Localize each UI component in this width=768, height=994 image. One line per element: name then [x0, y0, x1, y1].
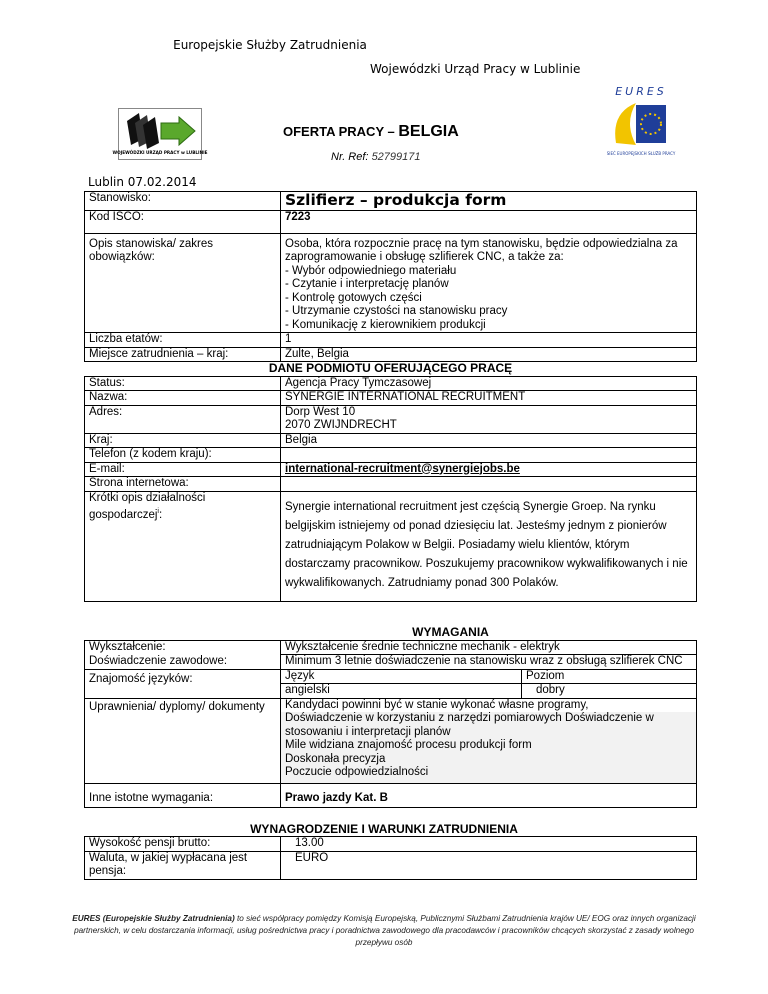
duties-value: [281, 233, 697, 333]
gross-row: [85, 837, 697, 852]
phone-value: [281, 448, 697, 463]
wup-logo-text: WOJEWÓDZKI URZĄD PRACY w LUBLINIE: [112, 150, 208, 155]
phone-row: [85, 448, 697, 463]
offer-title: [283, 123, 459, 141]
reference: [331, 151, 421, 163]
reference-number: 52799171: [371, 151, 421, 163]
duties-line: - Czytanie i interpretację planów: [285, 278, 449, 290]
experience-row: [85, 655, 697, 670]
wup-logo: [112, 108, 208, 160]
gross-value: 13.00: [281, 837, 697, 852]
website-row: [85, 477, 697, 492]
duties-line: - Utrzymanie czystości na stanowisku pracy: [285, 305, 508, 317]
experience-value: Minimum 3 letnie doświadczenie na stanowisku wraz z obsługą szlifierek CNC: [281, 655, 697, 670]
duties-line: Osoba, która rozpocznie pracę na tym stanowisku, będzie odpowiedzialna za zaprogramowanie i obsługę szlifierek CNC, a także za:: [285, 237, 678, 263]
eures-tagline: SIEĆ EUROPEJSKICH SŁUŻB PRACY: [606, 151, 676, 156]
header-org: Europejskie Służby Zatrudnienia: [173, 38, 367, 52]
cert-line: Doświadczenie w korzystaniu z narzędzi pomiarowych Doświadczenie w stosowaniu i interpretacji planów: [281, 712, 696, 739]
country-label: Kraj:: [85, 433, 281, 448]
employer-section-row: [85, 362, 697, 377]
duties-row: [85, 233, 697, 333]
country-value: Belgia: [281, 433, 697, 448]
offer-country: BELGIA: [398, 123, 459, 140]
employer-section-title: DANE PODMIOTU OFERUJĄCEGO PRACĘ: [85, 362, 697, 377]
address-line: Dorp West 10: [285, 405, 356, 418]
offer-title-prefix: OFERTA PRACY –: [283, 124, 395, 139]
isco-value: 7223: [281, 210, 697, 233]
status-row: [85, 376, 697, 391]
cert-line: Poczucie odpowiedzialności: [281, 766, 696, 783]
phone-label: Telefon (z kodem kraju):: [85, 448, 281, 463]
cert-line: Doskonała precyzja: [281, 753, 696, 767]
address-value: [281, 405, 697, 433]
other-label: Inne istotne wymagania:: [85, 783, 281, 808]
cert-line: Mile widziana znajomość procesu produkcji form: [281, 739, 696, 753]
duties-line: - Kontrolę gotowych części: [285, 291, 422, 304]
duties-line: - Wybór odpowiedniego materiału: [285, 264, 457, 277]
requirements-section-title: WYMAGANIA: [281, 626, 697, 640]
languages-value: [281, 669, 697, 698]
duties-label: Opis stanowiska/ zakres obowiązków:: [85, 233, 281, 333]
certs-value: [281, 698, 697, 783]
position-label: Stanowisko:: [85, 192, 281, 211]
reference-label: Nr. Ref:: [331, 151, 369, 163]
cert-line: Kandydaci powinni być w stanie wykonać własne programy,: [285, 698, 589, 711]
languages-header-row: [281, 670, 696, 684]
lang-header-language: Język: [281, 670, 522, 684]
language-row: [281, 684, 696, 698]
languages-table: [281, 670, 696, 698]
eures-logo-icon: [606, 83, 676, 163]
location-value: Zulte, Belgia: [281, 347, 697, 362]
email-link[interactable]: international-recruitment@synergiejobs.be: [281, 462, 697, 477]
other-row: [85, 783, 697, 808]
education-value: Wykształcenie średnie techniczne mechanik - elektryk: [281, 640, 697, 655]
name-row: [85, 391, 697, 406]
location-label: Miejsce zatrudnienia – kraj:: [85, 347, 281, 362]
eures-logo-text: EURES: [615, 85, 667, 98]
wup-logo-icon: [112, 109, 208, 159]
languages-label: Znajomość języków:: [85, 669, 281, 698]
education-row: [85, 640, 697, 655]
position-value: Szlifierz – produkcja form: [281, 192, 697, 211]
footer-note: [60, 913, 708, 949]
isco-row: [85, 210, 697, 233]
eures-logo: [606, 83, 676, 163]
positions-label: Liczba etatów:: [85, 333, 281, 348]
requirements-table: [84, 626, 697, 808]
header-office: Wojewódzki Urząd Pracy w Lublinie: [370, 62, 581, 76]
language-level: dobry: [522, 684, 697, 698]
salary-section-title: WYNAGRODZENIE I WARUNKI ZATRUDNIENIA: [250, 822, 518, 836]
certs-label: Uprawnienia/ dyplomy/ dokumenty: [85, 698, 281, 783]
positions-row: [85, 333, 697, 348]
address-label: Adres:: [85, 405, 281, 433]
business-desc-value: Synergie international recruitment jest częścią Synergie Groep. Na rynku belgijskim istniejemy od ponad dziesięciu lat. Jesteśmy jednym z pionierów zatrudniającym Polakow w Belgii. Posiadamy wielu klientów, którym dostarczamy pracownikow. Poszukujemy pracownikow wykwalifikowanych i nie wykwalifikowanych. Zatrudniamy ponad 300 Polaków.: [281, 491, 697, 601]
salary-table: [84, 836, 697, 880]
name-label: Nazwa:: [85, 391, 281, 406]
business-desc-label: Krótki opis działalności gospodarczej$^i$:: [85, 491, 281, 601]
certs-row: [85, 698, 697, 783]
lang-header-level: Poziom: [522, 670, 697, 684]
job-details-table: [84, 191, 697, 602]
isco-label: Kod ISCO:: [85, 210, 281, 233]
positions-value: 1: [281, 333, 697, 348]
duties-line: - Komunikację z kierownikiem produkcji: [285, 318, 486, 331]
business-desc-label-text: Krótki opis działalności gospodarczej: [89, 491, 206, 521]
name-value: SYNERGIE INTERNATIONAL RECRUITMENT: [281, 391, 697, 406]
currency-value: EURO: [281, 851, 697, 879]
language-name: angielski: [281, 684, 522, 698]
footer-bold: EURES (Europejskie Służby Zatrudnienia): [72, 914, 235, 923]
gross-label: Wysokość pensji brutto:: [85, 837, 281, 852]
email-row: [85, 462, 697, 477]
currency-label: Waluta, w jakiej wypłacana jest pensja:: [85, 851, 281, 879]
position-row: [85, 192, 697, 211]
status-label: Status:: [85, 376, 281, 391]
experience-label: Doświadczenie zawodowe:: [85, 655, 281, 670]
languages-row: [85, 669, 697, 698]
email-label: E-mail:: [85, 462, 281, 477]
location-row: [85, 347, 697, 362]
website-value: [281, 477, 697, 492]
status-value: Agencja Pracy Tymczasowej: [281, 376, 697, 391]
country-row: [85, 433, 697, 448]
business-desc-row: [85, 491, 697, 601]
education-label: Wykształcenie:: [85, 640, 281, 655]
currency-row: [85, 851, 697, 879]
place-date: Lublin 07.02.2014: [88, 175, 197, 189]
requirements-section-row: [85, 626, 697, 640]
website-label: Strona internetowa:: [85, 477, 281, 492]
address-line: 2070 ZWIJNDRECHT: [285, 419, 397, 431]
footnote-mark: i: [157, 508, 159, 515]
footer-text: to sieć współpracy pomiędzy Komisją Europejską, Publicznymi Służbami Zatrudnienia krajów UE/ EOG oraz innych organizacji partnerskich, w celu dostarczania informacji, usług pośrednictwa pracy i poradnictwa zawodowego dla pracodawców i pracowników chcących skorzystać z zasady wolnego przepływu osób: [74, 914, 696, 947]
other-value: Prawo jazdy Kat. B: [281, 783, 697, 808]
address-row: [85, 405, 697, 433]
